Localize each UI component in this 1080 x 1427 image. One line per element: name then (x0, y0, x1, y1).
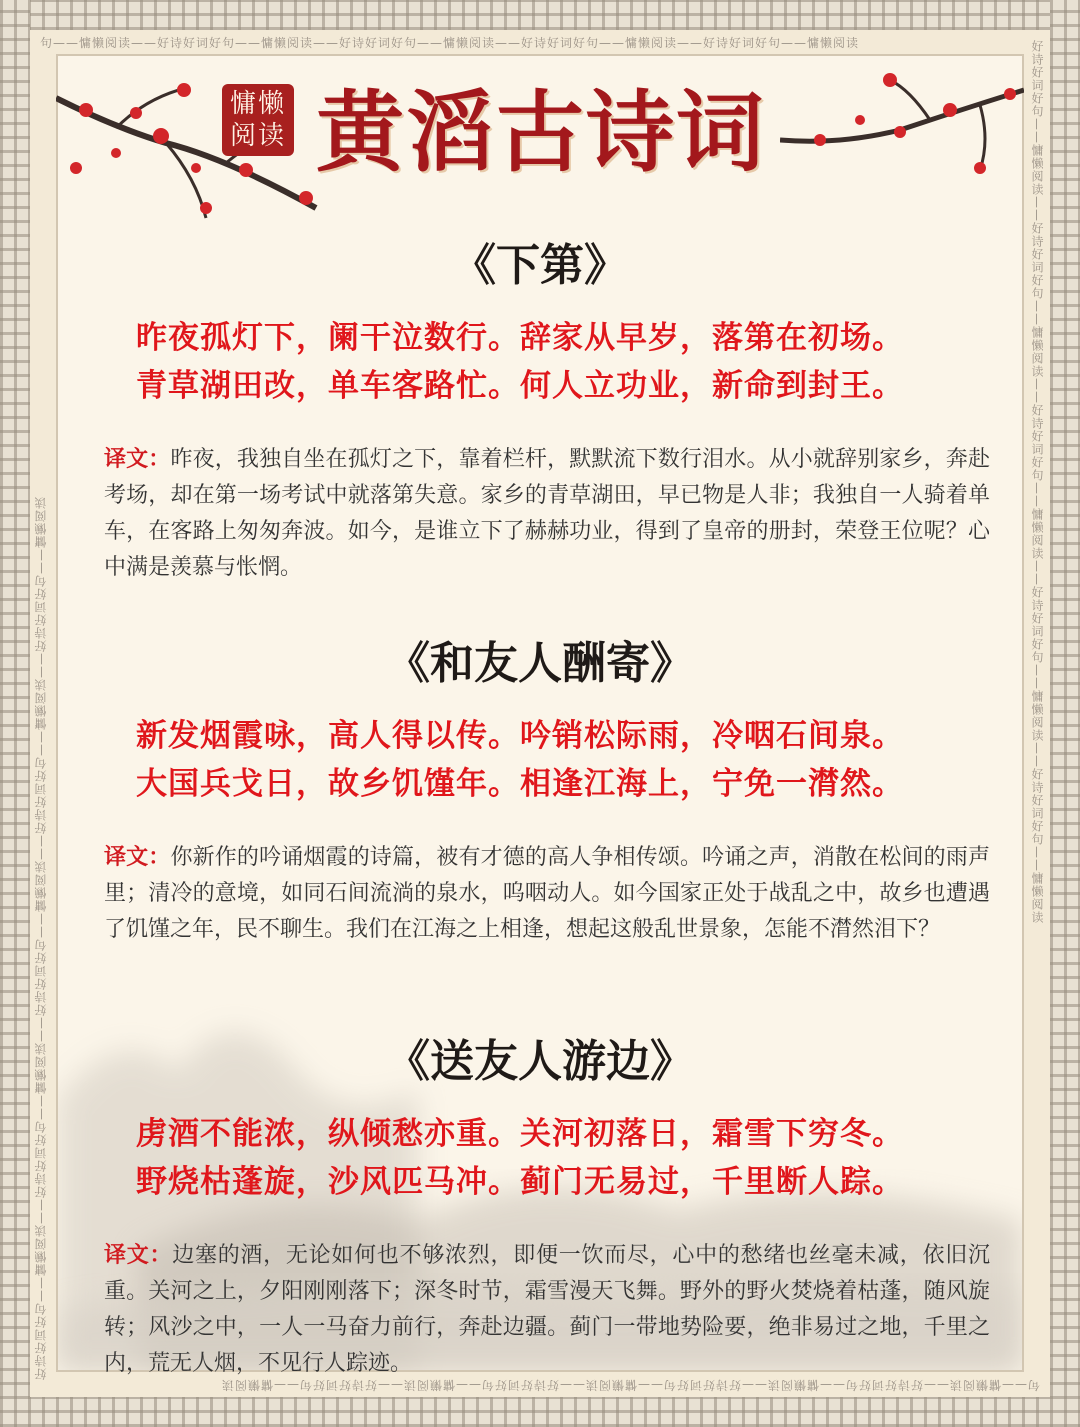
plum-blossom-right-icon (780, 60, 1024, 180)
logo-seal: 慵懒阅读 (222, 84, 294, 156)
translation-text: 边塞的酒，无论如何也不够浓烈，即便一饮而尽，心中的愁绪也丝毫未减，依旧沉重。关河之上，夕阳刚刚落下；深冬时节，霜雪漫天飞舞。野外的野火焚烧着枯蓬，随风旋转；风沙之中，一人一马奋力前行，奔赴边疆。蓟门一带地势险要，绝非易过之地，千里之内，荒无人烟，不见行人踪迹。 (104, 1243, 990, 1376)
translation-text: 你新作的吟诵烟霞的诗篇，被有才德的高人争相传颂。吟诵之声，消散在松间的雨声里；清冷的意境，如同石间流淌的泉水，呜咽动人。如今国家正处于战乱之中，故乡也遭遇了饥馑之年，民不聊生。我们在江海之上相逢，想起这般乱世景象，怎能不潸然泪下？ (104, 845, 990, 942)
poem-section-1 (0, 238, 1080, 586)
poem-title: 《下第》 (452, 240, 628, 291)
poem-title: 《送友人游边》 (386, 1036, 694, 1087)
poem-verse-line: 大国兵戈日，故乡饥馑年。相逢江海上，宁免一潸然。 (136, 766, 904, 802)
poem-section-2 (0, 636, 1080, 948)
right-border-text: 好诗好词好句——慵懒阅读——好诗好词好句——慵懒阅读——好诗好词好句——慵懒阅读——好诗好词好句——慵懒阅读——好诗好词好句——慵懒阅读 (1030, 40, 1044, 924)
poem-section-3 (0, 1034, 1080, 1382)
translation-label: 译文： (104, 1243, 173, 1268)
poem-translation (0, 1238, 990, 1382)
page-title: 黄滔古诗词 (316, 80, 767, 184)
poem-title: 《和友人酬寄》 (386, 638, 694, 689)
top-fret-border (0, 0, 1080, 30)
plum-blossom-left-icon (56, 58, 336, 228)
translation-label: 译文： (104, 447, 171, 472)
poem-translation (0, 840, 990, 948)
top-border-text: 句——慵懒阅读——好诗好词好句——慵懒阅读——好诗好词好句——慵懒阅读——好诗好词好句——慵懒阅读——好诗好词好句——慵懒阅读 (40, 36, 860, 50)
translation-label: 译文： (104, 845, 171, 870)
poem-verse-line: 虏酒不能浓，纵倾愁亦重。关河初落日，霜雪下穷冬。 (136, 1116, 904, 1152)
translation-text: 昨夜，我独自坐在孤灯之下，靠着栏杆，默默流下数行泪水。从小就辞别家乡，奔赴考场，却在第一场考试中就落第失意。家乡的青草湖田，早已物是人非；我独自一人骑着单车，在客路上匆匆奔波。如今，是谁立下了赫赫功业，得到了皇帝的册封，荣登王位呢？心中满是羡慕与怅惘。 (104, 447, 990, 580)
poem-verse-line: 野烧枯蓬旋，沙风匹马冲。蓟门无易过，千里断人踪。 (136, 1164, 904, 1200)
left-border-text: 好诗好词好句——慵懒阅读——好诗好词好句——慵懒阅读——好诗好词好句——慵懒阅读——好诗好词好句——慵懒阅读——好诗好词好句——慵懒阅读 (34, 496, 48, 1380)
poem-verse-line: 新发烟霞咏，高人得以传。吟销松际雨，冷咽石间泉。 (136, 718, 904, 754)
poem-translation (0, 442, 990, 586)
bottom-fret-border (0, 1397, 1080, 1427)
poem-verse-line: 昨夜孤灯下，阑干泣数行。辞家从早岁，落第在初场。 (136, 320, 904, 356)
poem-verse-line: 青草湖田改，单车客路忙。何人立功业，新命到封王。 (136, 368, 904, 404)
bottom-border-text: 句——慵懒阅读——好诗好词好句——慵懒阅读——好诗好词好句——慵懒阅读——好诗好词好句——慵懒阅读——好诗好词好句——慵懒阅读 (220, 1378, 1040, 1392)
